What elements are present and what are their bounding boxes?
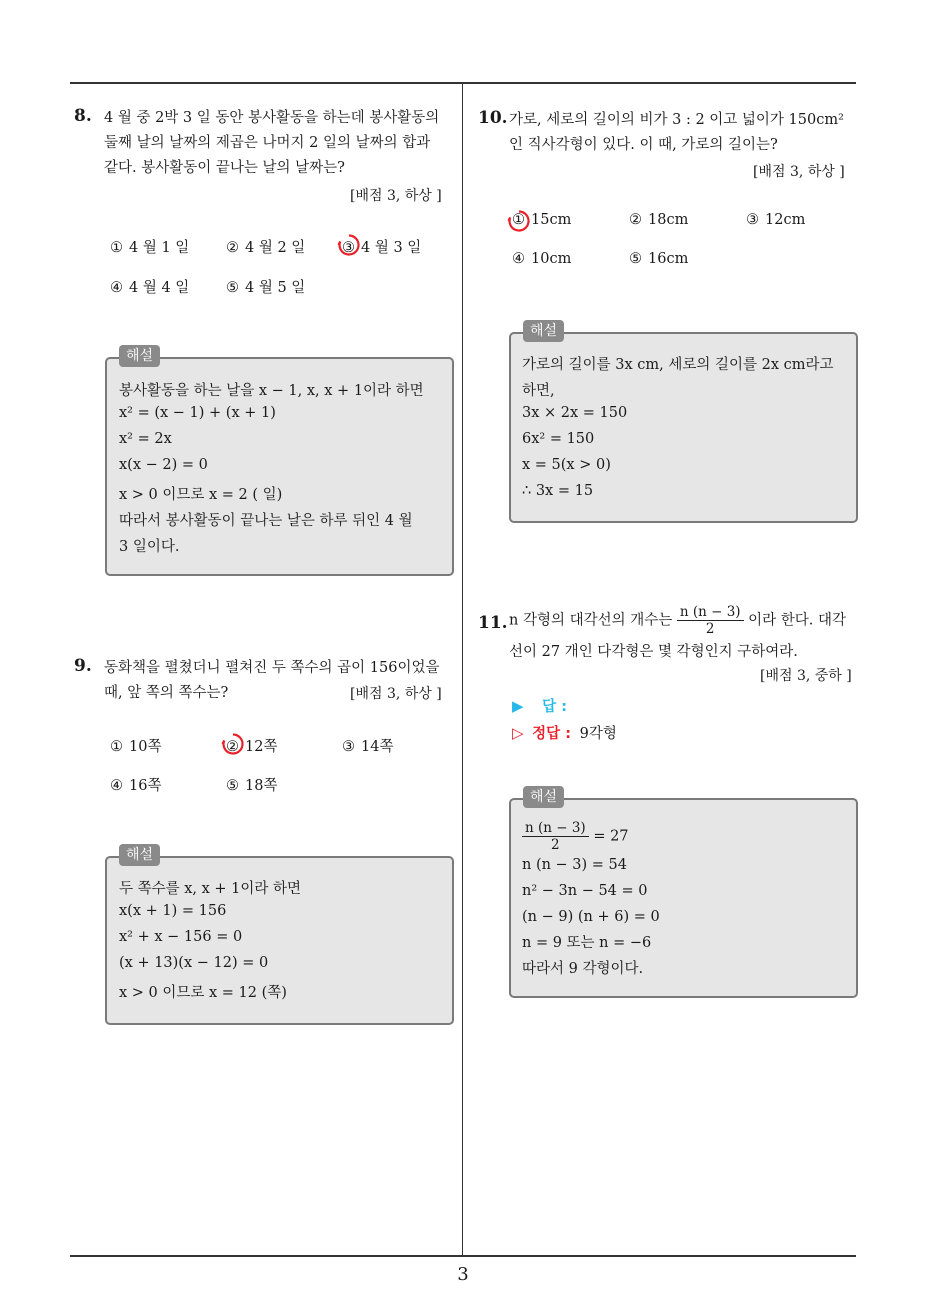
choice-label: 14쪽 [361,739,394,755]
q11-correct-row [512,722,617,743]
q8-solution-line: 따라서 봉사활동이 끝나는 날은 하루 뒤인 4 월 [119,513,413,529]
q8-solution-line: 봉사활동을 하는 날을 x − 1, x, x + 1이라 하면 [119,383,424,399]
q8-line: 4 월 중 2박 3 일 동안 봉사활동을 하는데 봉사활동의 [104,110,440,126]
q10-choice-3[interactable] [746,212,805,228]
q11-text-post: 이라 한다. 대각 [748,612,847,629]
bottom-rule [70,1255,856,1257]
answer-arrow-icon: ▶ [512,697,524,715]
choice-number: ④ [512,251,525,267]
choice-label: 16cm [648,251,689,267]
q10-choice-2[interactable] [629,212,688,228]
q9-choice-3[interactable] [342,735,393,756]
q9-meta: [배점 3, 하상 ] [350,686,442,702]
choice-number: ④ [110,778,123,794]
q10-line: 가로, 세로의 길이의 비가 3 : 2 이고 넓이가 150cm² [509,112,844,128]
q10-solution-line: 가로의 길이를 3x cm, 세로의 길이를 2x cm라고 [522,357,834,373]
choice-label: 10cm [531,251,572,267]
choice-number: ② [629,212,642,228]
choice-label: 16쪽 [129,778,162,794]
q10-solution-line: x = 5(x > 0) [522,457,611,473]
q9-choice-5[interactable] [226,774,277,795]
choice-number: ③ [342,739,355,755]
answer-mark-circle-icon [221,732,245,756]
column-divider [462,83,463,1255]
choice-label: 10쪽 [129,739,162,755]
correct-value: 9각형 [579,726,617,742]
q9-solution-tag: 해설 [119,844,160,866]
answer-mark-circle-icon [507,209,531,233]
choice-number: ⑤ [226,778,239,794]
q9-solution-line: (x + 13)(x − 12) = 0 [119,955,269,971]
choice-label: 15cm [531,212,572,228]
q11-solution-line: n (n − 3) = 54 [522,857,628,873]
q11-solution-tag: 해설 [523,786,564,808]
q9-solution-line: x(x + 1) = 156 [119,903,227,919]
q8-solution-line: x² = 2x [119,431,172,447]
q11-line-2: 선이 27 개인 다각형은 몇 각형인지 구하여라. [509,644,798,660]
q10-solution-line: ∴ 3x = 15 [522,483,594,499]
q9-solution-line: 두 쪽수를 x, x + 1이라 하면 [119,881,302,897]
q8-solution-line: x(x − 2) = 0 [119,457,208,473]
q8-choice-5[interactable] [226,276,305,297]
q9-solution-line: x > 0 이므로 x = 12 (쪽) [119,985,287,1001]
q8-solution-line: x² = (x − 1) + (x + 1) [119,405,276,421]
q10-text [509,108,861,158]
choice-number: ④ [110,280,123,296]
answer-label: 답 : [542,699,568,715]
q10-solution-line: 6x² = 150 [522,431,595,447]
q8-text [104,106,456,181]
q8-choice-1[interactable] [110,236,189,257]
q8-solution-line: x > 0 이므로 x = 2 ( 일) [119,487,283,503]
fraction-numerator: n (n − 3) [522,820,589,837]
choice-label: 12쪽 [245,739,278,755]
fraction-denominator: 2 [551,837,560,853]
choice-number: ⑤ [629,251,642,267]
q11-solution-fraction-line [522,820,629,853]
q8-choice-4[interactable] [110,276,189,297]
q11-line-1 [509,604,846,637]
choice-label: 4 월 3 일 [361,240,422,256]
choice-number: ① [110,739,123,755]
q11-answer-row[interactable] [512,695,567,716]
choice-number: ① [110,240,123,256]
q8-line: 둘째 날의 날짜의 제곱은 나머지 2 일의 날짜의 합과 [104,135,431,151]
q11-fraction [677,604,744,637]
q10-choice-4[interactable] [512,251,571,267]
q8-solution-line: 3 일이다. [119,539,180,555]
q9-choice-1[interactable] [110,735,161,756]
correct-arrow-icon: ▷ [512,724,524,742]
choice-label: 18쪽 [245,778,278,794]
choice-label: 4 월 1 일 [129,240,190,256]
q9-line: 동화책을 펼쳤더니 펼쳐진 두 쪽수의 곱이 156이었을 [104,660,440,676]
solution-fraction-rhs: = 27 [593,828,629,845]
q8-line: 같다. 봉사활동이 끝나는 날의 날짜는? [104,160,345,176]
q11-solution-line: (n − 9) (n + 6) = 0 [522,909,660,925]
choice-label: 4 월 2 일 [245,240,306,256]
choice-number: ① [512,212,525,228]
choice-number: ③ [342,240,355,256]
choice-label: 12cm [765,212,806,228]
fraction-numerator: n (n − 3) [677,604,744,621]
q11-solution-line: n = 9 또는 n = −6 [522,935,652,951]
q10-solution-line: 하면, [522,383,555,399]
answer-mark-circle-icon [337,233,361,257]
q10-line: 인 직사각형이 있다. 이 때, 가로의 길이는? [509,137,778,153]
q8-choice-2[interactable] [226,236,305,257]
solution-fraction [522,820,589,853]
q11-solution-line: 따라서 9 각형이다. [522,961,644,977]
page-number: 3 [457,1264,469,1285]
q11-solution-line: n² − 3n − 54 = 0 [522,883,648,899]
q9-number: 9. [74,656,92,676]
q11-meta: [배점 3, 중하 ] [760,668,852,684]
correct-label: 정답 : [532,726,572,742]
q8-number: 8. [74,106,92,126]
choice-label: 4 월 5 일 [245,280,306,296]
q10-solution-line: 3x × 2x = 150 [522,405,628,421]
choice-number: ③ [746,212,759,228]
choice-number: ⑤ [226,280,239,296]
q8-solution-tag: 해설 [119,345,160,367]
q10-number: 10. [478,108,508,128]
q8-meta: [배점 3, 하상 ] [350,188,442,204]
q9-line: 때, 앞 쪽의 쪽수는? [104,685,229,701]
q10-choice-5[interactable] [629,251,688,267]
q9-solution-line: x² + x − 156 = 0 [119,929,243,945]
choice-label: 18cm [648,212,689,228]
choice-number: ② [226,739,239,755]
q9-choice-4[interactable] [110,774,161,795]
q10-solution-tag: 해설 [523,320,564,342]
q11-text-pre: n 각형의 대각선의 개수는 [509,612,673,629]
choice-label: 4 월 4 일 [129,280,190,296]
fraction-denominator: 2 [705,621,715,637]
choice-number: ② [226,240,239,256]
q11-number: 11. [478,613,508,633]
q10-meta: [배점 3, 하상 ] [753,164,845,180]
